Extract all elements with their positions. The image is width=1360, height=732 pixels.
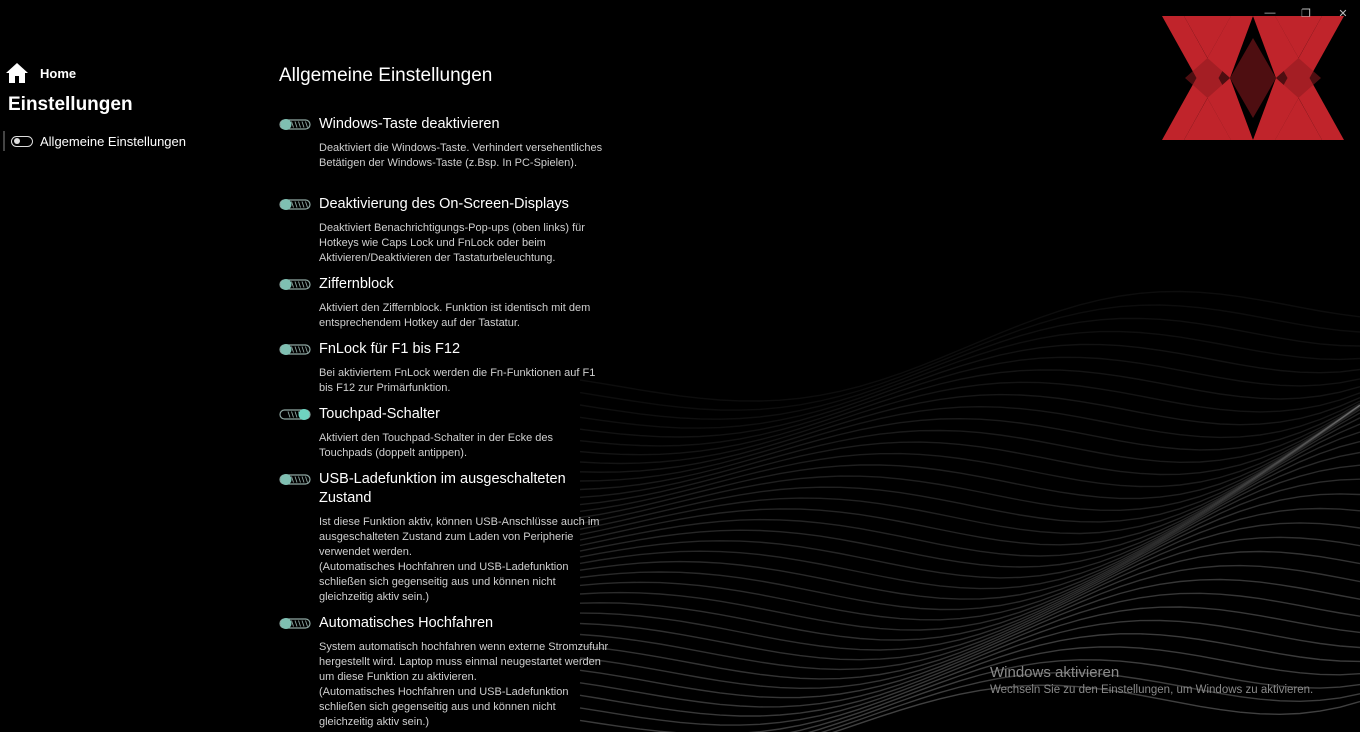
main-content [279,0,619,732]
home-icon [5,62,29,84]
setting-description: System automatisch hochfahren wenn externe Stromzufuhr hergestellt wird. Laptop muss einmal neugestartet werden um diese Funktion zu aktivieren. (Automatisches Hochfahren und USB-Ladefunktion schließen sich gegenseitig aus und können nicht gleichzeitig aktiv sein.) [319,641,609,728]
toggle-switch[interactable] [279,278,311,291]
toggle-switch[interactable] [279,473,311,486]
toggle-switch[interactable] [279,118,311,131]
setting-description: Deaktiviert Benachrichtigungs-Pop-ups (oben links) für Hotkeys wie Caps Lock und FnLock oder beim Aktivieren/Deaktivieren der Tastaturbeleuchtung. [319,222,585,264]
activation-subtitle: Wechseln Sie zu den Einstellungen, um Windows zu aktivieren. [990,684,1314,696]
home-link[interactable] [5,61,76,85]
toggle-switch[interactable] [279,343,311,356]
maximize-button[interactable]: ❐ [1301,7,1311,20]
setting-title: Ziffernblock [319,276,394,292]
sidebar-title: Einstellungen [8,94,133,115]
selection-indicator [3,131,5,151]
activation-title: Windows aktivieren [990,664,1120,681]
toggle-switch[interactable] [279,198,311,211]
setting-title: USB-Ladefunktion im ausgeschalteten Zustand [319,471,566,506]
windows-activation-notice [990,664,1313,696]
sidebar-item-label: Allgemeine Einstellungen [40,133,186,149]
setting-description: Deaktiviert die Windows-Taste. Verhindert versehentliches Betätigen der Windows-Taste (z.Bsp. In PC-Spielen). [319,142,603,169]
setting-title: Automatisches Hochfahren [319,615,494,631]
toggle-switch[interactable] [279,617,311,630]
sidebar [0,0,240,732]
minimize-button[interactable]: — [1264,7,1276,19]
setting-title: FnLock für F1 bis F12 [319,341,461,357]
setting-title: Deaktivierung des On-Screen-Displays [319,196,569,212]
setting-title: Windows-Taste deaktivieren [319,116,500,132]
toggle-icon [11,136,33,147]
toggle-switch[interactable] [279,408,311,421]
setting-description: Aktiviert den Ziffernblock. Funktion ist identisch mit dem entsprechendem Hotkey auf der Tastatur. [319,302,591,329]
setting-title: Touchpad-Schalter [319,406,440,422]
close-button[interactable]: ✕ [1338,7,1348,20]
page-title: Allgemeine Einstellungen [279,65,493,86]
setting-description: Bei aktiviertem FnLock werden die Fn-Funktionen auf F1 bis F12 zur Primärfunktion. [319,367,596,394]
xx-logo [1162,16,1344,140]
sidebar-item-general-settings[interactable] [3,130,186,152]
home-label: Home [40,65,77,81]
setting-description: Aktiviert den Touchpad-Schalter in der Ecke des Touchpads (doppelt antippen). [319,432,553,459]
setting-description: Ist diese Funktion aktiv, können USB-Anschlüsse auch im ausgeschalteten Zustand zum Laden von Peripherie verwendet werden. (Automatisches Hochfahren und USB-Ladefunktion schließen sich gegenseitig aus und können nicht gleichzeitig aktiv sein.) [319,516,600,603]
